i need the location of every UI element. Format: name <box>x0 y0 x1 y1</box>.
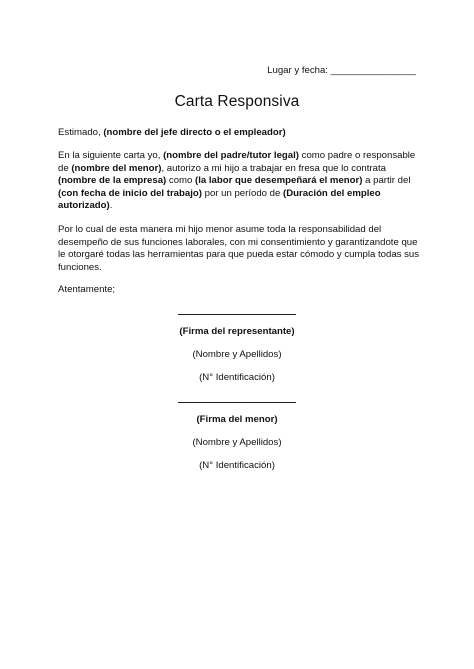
representative-signature-label: (Firma del representante) <box>179 326 295 337</box>
minor-id-number: (N° Identificación) <box>199 460 275 471</box>
representative-full-name: (Nombre y Apellidos) <box>192 349 282 360</box>
start-date-placeholder: (con fecha de inicio del trabajo) <box>58 187 202 199</box>
body1-text-7: . <box>109 200 113 212</box>
body1-text-5: a partir del <box>362 175 411 187</box>
minor-signature-label: (Firma del menor) <box>196 414 278 425</box>
representative-signature-block <box>0 314 474 383</box>
body1-text-3: , autorizo a mi hijo a trabajar en fresa que lo contrata <box>161 162 386 174</box>
body1-text-4: como <box>166 175 196 187</box>
minor-signature-block <box>0 402 474 471</box>
responsibility-paragraph: Por lo cual de esta manera mi hijo menor asume toda la responsabilidad del desempeño de sus funciones laborales, con mi consentimiento y garantizandote que le otorgaré todas las herramientas para que pueda estar cómodo y cumpla todas sus funciones. <box>58 224 420 273</box>
company-name-placeholder: (nombre de la empresa) <box>58 175 167 187</box>
closing-line: Atentamente; <box>58 284 116 295</box>
minor-name-placeholder: (nombre del menor) <box>71 162 162 174</box>
greeting-paragraph <box>58 127 420 140</box>
signature-line <box>178 314 296 315</box>
body1-text-1: En la siguiente carta yo, <box>58 150 164 161</box>
signature-line <box>178 402 296 403</box>
duration-placeholder: (Duración del empleo autorizado) <box>58 187 381 212</box>
body1-text-6: por un período de <box>201 187 284 199</box>
letter-title: Carta Responsiva <box>174 93 300 110</box>
representative-id-number: (N° Identificación) <box>199 372 275 383</box>
authorization-paragraph <box>58 150 420 213</box>
greeting-recipient: (nombre del jefe directo o el empleador) <box>103 127 286 138</box>
place-and-date-field: Lugar y fecha: ________________ <box>267 65 416 76</box>
job-role-placeholder: (la labor que desempeñará el menor) <box>195 175 363 187</box>
minor-full-name: (Nombre y Apellidos) <box>192 437 282 448</box>
greeting-prefix: Estimado, <box>58 127 104 138</box>
body1-text-2: como padre o responsable de <box>58 150 416 174</box>
parent-name-placeholder: (nombre del padre/tutor legal) <box>163 150 299 161</box>
